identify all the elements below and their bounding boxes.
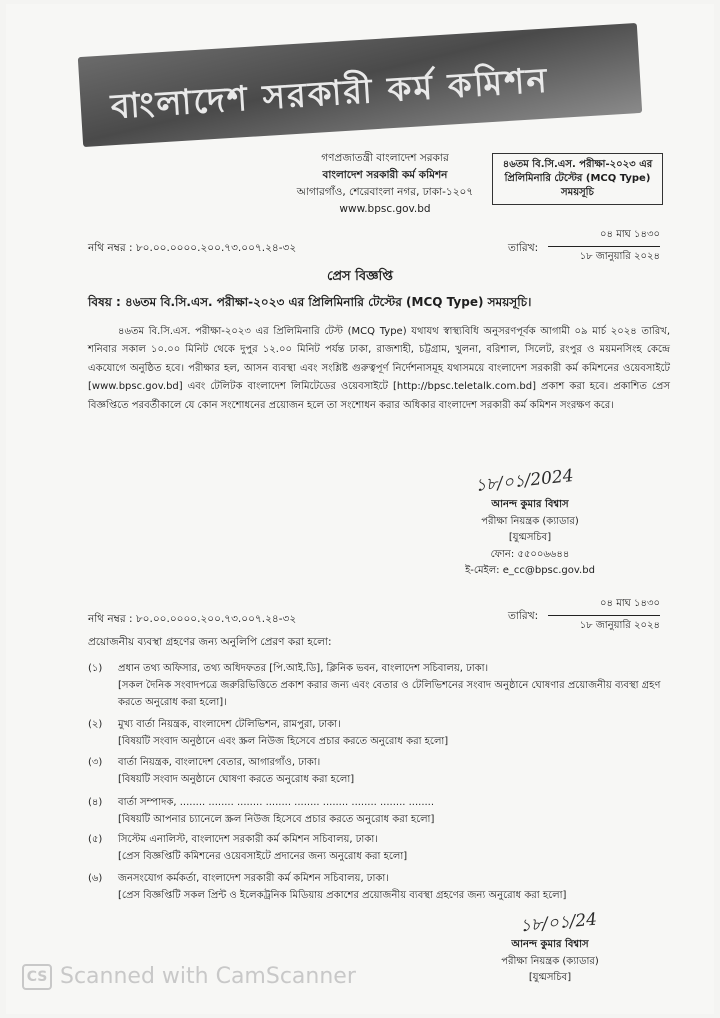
subject-line: বিষয় : ৪৬তম বি.সি.এস. পরীক্ষা-২০২৩ এর প্রিলিমিনারি টেস্টের (MCQ Type) সময়সূচি। — [88, 295, 532, 309]
item-number: (৪) — [88, 797, 103, 808]
distribution-item — [88, 660, 668, 711]
banner-text: বাংলাদেশ সরকারী কর্ম কমিশন — [109, 60, 550, 128]
item-recipient: বার্তা সম্পাদক, ........ ........ ........ ........ ........ ........ ........ ........ ........ — [118, 797, 435, 808]
item-recipient: জনসংযোগ কর্মকর্তা, বাংলাদেশ সরকারী কর্ম কমিশন সচিবালয়, ঢাকা। — [118, 873, 389, 884]
distribution-item — [88, 754, 668, 788]
date-label: তারিখ: — [508, 242, 539, 254]
schedule-title-box — [492, 153, 663, 205]
signature-block — [380, 497, 680, 580]
item-instruction: [প্রেস বিজ্ঞপ্তিটি সকল প্রিন্ট ও ইলেকট্রনিক মিডিয়ায় প্রকাশের প্রয়োজনীয় ব্যবস্থা গ্রহণের জন্য অনুরোধ করা হলো] — [118, 890, 567, 901]
signature-scrawl: ১৮/০১/2024 — [474, 465, 575, 497]
item-recipient: সিস্টেম এনালিস্ট, বাংলাদেশ সরকারী কর্ম কমিশন সচিবালয়, ঢাকা। — [118, 834, 378, 845]
memo-number: নথি নম্বর : ৮০.০০.০০০০.২০০.৭৩.০০৭.২৪-৩২ — [88, 242, 297, 254]
date-bangla: ০৪ মাঘ ১৪৩০ — [600, 598, 660, 609]
date-english: ১৮ জানুয়ারি ২০২৪ — [579, 251, 660, 262]
address-line: আগারগাঁও, শেরেবাংলা নগর, ঢাকা-১২০৭ — [296, 186, 474, 198]
camscanner-logo-icon: CS — [22, 964, 52, 990]
signatory-rank: [যুগ্মসচিব] — [528, 972, 572, 983]
item-recipient: প্রধান তথ্য অফিসার, তথ্য অধিদফতর [পি.আই.ডি], ক্লিনিক ভবন, বাংলাদেশ সচিবালয়, ঢাকা। — [118, 663, 489, 674]
signatory-phone: ফোন: ৫৫০০৬৬৪৪ — [490, 548, 570, 560]
body-paragraph: ৪৬তম বি.সি.এস. পরীক্ষা-২০২৩ এর প্রিলিমিনারি টেস্ট (MCQ Type) যথাযথ স্বাস্থ্যবিধি অনুসরণপূর্বক আগামী ০৯ মার্চ ২০২৪ তারিখ, শনিবার সকাল ১০.০০ মিনিট থেকে দুপুর ১২.০০ মিনিট পর্যন্ত ঢাকা, রাজশাহী, চট্টগ্রাম, খুলনা, বরিশাল, সিলেট, রংপুর ও ময়মনসিংহ কেন্দ্রে একযোগে অনুষ্ঠিত হবে। পরীক্ষার হল, আসন ব্যবস্থা এবং সংশ্লিষ্ট গুরুত্বপূর্ণ নির্দেশনাসমূহ যথাসময়ে বাংলাদেশ সরকারী কর্ম কমিশনের ওয়েবসাইটে [www.bpsc.gov.bd] এবং টেলিটক বাংলাদেশ লিমিটেডের ওয়েবসাইটে [http://bpsc.teletalk.com.bd] প্রকাশ করা হবে। প্রকাশিত প্রেস বিজ্ঞপ্তিতে পরবর্তীকালে যে কোন সংশোধনের প্রয়োজন হলে তা সংশোধন করার অধিকার বাংলাদেশ সরকারী কর্ম কমিশন সংরক্ষণ করে। — [88, 326, 670, 411]
camscanner-watermark — [22, 964, 356, 990]
signatory-designation: পরীক্ষা নিয়ন্ত্রক (ক্যাডার) — [481, 515, 579, 527]
commission-name: বাংলাদেশ সরকারী কর্ম কমিশন — [322, 169, 448, 181]
item-number: (৬) — [88, 873, 103, 884]
date-block — [548, 227, 660, 266]
signature-scrawl-2: ১৮/০১/24 — [519, 909, 598, 937]
item-number: (২) — [88, 719, 103, 730]
letterhead — [290, 150, 480, 218]
box-line: ৪৬তম বি.সি.এস. পরীক্ষা-২০২৩ এর — [502, 159, 653, 170]
date-english: ১৮ জানুয়ারি ২০২৪ — [579, 620, 660, 631]
signatory-name: আনন্দ কুমার বিশ্বাস — [511, 939, 589, 950]
date-label-2: তারিখ: — [508, 610, 539, 622]
item-instruction: [বিষয়টি সংবাদ অনুষ্ঠানে এবং স্ক্রল নিউজ হিসেবে প্রচার করতে অনুরোধ করা হলো] — [118, 736, 449, 747]
forward-note: প্রয়োজনীয় ব্যবস্থা গ্রহণের জন্য অনুলিপি প্রেরণ করা হলো: — [88, 636, 332, 648]
website-line: www.bpsc.gov.bd — [339, 203, 431, 215]
watermark-text: Scanned with CamScanner — [60, 964, 356, 989]
box-line: সময়সূচি — [561, 187, 594, 198]
item-instruction: [সকল দৈনিক সংবাদপত্রে জরুরিভিত্তিতে প্রকাশ করার জন্য এবং বেতার ও টেলিভিশনের সংবাদ অনুষ্ঠানে ঘোষণার প্রয়োজনীয় ব্যবস্থা গ্রহণ করতে অনুরোধ করা হলো]। — [118, 680, 661, 708]
signatory-designation: পরীক্ষা নিয়ন্ত্রক (ক্যাডার) — [501, 955, 599, 967]
item-recipient: বার্তা নিয়ন্ত্রক, বাংলাদেশ বেতার, আগারগাঁও, ঢাকা। — [118, 757, 321, 768]
signatory-rank: [যুগ্মসচিব] — [508, 532, 552, 543]
item-instruction: [বিষয়টি আপনার চ্যানেলে স্ক্রল নিউজ হিসেবে প্রচার করতে অনুরোধ করা হলো] — [118, 814, 435, 825]
distribution-item — [88, 716, 668, 750]
box-line: প্রিলিমিনারি টেস্টের (MCQ Type) — [504, 173, 651, 184]
date-divider — [548, 615, 660, 616]
date-block-2 — [548, 596, 660, 635]
item-number: (১) — [88, 663, 103, 674]
item-number: (৩) — [88, 757, 103, 768]
govt-line: গণপ্রজাতন্ত্রী বাংলাদেশ সরকার — [321, 152, 449, 164]
signatory-email: ই-মেইল: e_cc@bpsc.gov.bd — [465, 565, 595, 576]
distribution-item — [88, 831, 668, 865]
date-divider — [548, 246, 660, 247]
signatory-name: আনন্দ কুমার বিশ্বাস — [491, 499, 569, 510]
item-number: (৫) — [88, 834, 103, 845]
distribution-item — [88, 870, 668, 904]
distribution-item — [88, 794, 668, 828]
item-recipient: মুখ্য বার্তা নিয়ন্ত্রক, বাংলাদেশ টেলিভিশন, রামপুরা, ঢাকা। — [118, 719, 341, 730]
item-instruction: [প্রেস বিজ্ঞপ্তিটি কমিশনের ওয়েবসাইটে প্রদানের জন্য অনুরোধ করা হলো] — [118, 851, 408, 862]
press-release-title: প্রেস বিজ্ঞপ্তি — [327, 269, 393, 284]
signature-block-2 — [420, 937, 680, 987]
item-instruction: [বিষয়টি সংবাদ অনুষ্ঠানে ঘোষণা করতে অনুরোধ করা হলো] — [118, 774, 355, 785]
memo-number-2: নথি নম্বর : ৮০.০০.০০০০.২০০.৭৩.০০৭.২৪-৩২ — [88, 613, 297, 625]
date-bangla: ০৪ মাঘ ১৪৩০ — [600, 229, 660, 240]
